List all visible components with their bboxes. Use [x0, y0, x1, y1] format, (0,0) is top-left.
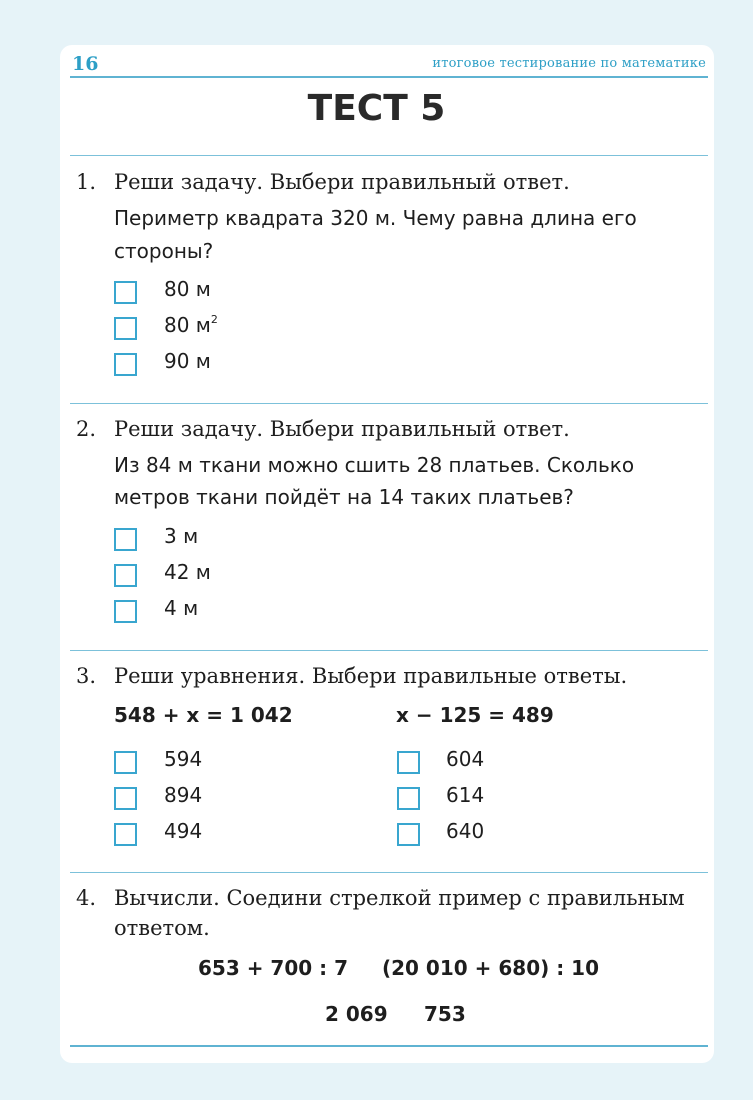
section-divider: [70, 650, 708, 651]
answer-option: 3 м: [164, 524, 199, 548]
answer-option: 494: [164, 819, 203, 843]
answer-checkbox[interactable]: [114, 600, 137, 623]
question-instruction: Реши задачу. Выбери правильный ответ.: [114, 417, 570, 441]
answer-checkbox[interactable]: [114, 787, 137, 810]
answer-checkbox[interactable]: [114, 317, 137, 340]
unit-superscript: 2: [210, 313, 218, 326]
answer-option: 80 м: [164, 277, 211, 301]
answer-option: 4 м: [164, 596, 199, 620]
answer-value[interactable]: 2 069: [325, 1002, 388, 1026]
section-divider: [70, 155, 708, 156]
question-instruction: ответом.: [114, 916, 210, 940]
question-number: 4.: [76, 886, 97, 910]
answer-checkbox[interactable]: [397, 823, 420, 846]
question-text-line: Периметр квадрата 320 м. Чему равна длина его: [114, 206, 637, 230]
expression[interactable]: (20 010 + 680) : 10: [382, 956, 600, 980]
answer-option: 614: [446, 783, 485, 807]
question-number: 1.: [76, 170, 97, 194]
answer-checkbox[interactable]: [114, 564, 137, 587]
equation-right: x − 125 = 489: [396, 703, 554, 727]
question-text-line: метров ткани пойдёт на 14 таких платьев?: [114, 485, 574, 509]
question-text-line: стороны?: [114, 239, 214, 263]
answer-option: 594: [164, 747, 203, 771]
equation-left: 548 + x = 1 042: [114, 703, 293, 727]
expression[interactable]: 653 + 700 : 7: [198, 956, 349, 980]
answer-checkbox[interactable]: [114, 281, 137, 304]
header-divider: [70, 76, 708, 78]
answer-checkbox[interactable]: [114, 353, 137, 376]
answer-option: 42 м: [164, 560, 211, 584]
question-instruction: Вычисли. Соедини стрелкой пример с правильным: [114, 886, 685, 910]
answer-option: 640: [446, 819, 485, 843]
answer-option: 90 м: [164, 349, 211, 373]
question-number: 3.: [76, 664, 97, 688]
answer-checkbox[interactable]: [397, 787, 420, 810]
answer-option: 894: [164, 783, 203, 807]
answer-option: [164, 313, 218, 337]
footer-divider: [70, 1045, 708, 1047]
section-divider: [70, 403, 708, 404]
answer-value: 80 м: [164, 313, 211, 337]
page-number: 16: [72, 53, 99, 75]
question-text-line: Из 84 м ткани можно сшить 28 платьев. Сколько: [114, 453, 635, 477]
answer-option: 604: [446, 747, 485, 771]
answer-checkbox[interactable]: [114, 528, 137, 551]
section-divider: [70, 872, 708, 873]
test-title: ТЕСТ 5: [307, 88, 446, 129]
answer-value[interactable]: 753: [424, 1002, 466, 1026]
question-number: 2.: [76, 417, 97, 441]
answer-checkbox[interactable]: [114, 823, 137, 846]
page-sheet: [60, 45, 714, 1063]
running-title: итоговое тестирование по математике: [432, 56, 706, 71]
answer-checkbox[interactable]: [114, 751, 137, 774]
question-instruction: Реши задачу. Выбери правильный ответ.: [114, 170, 570, 194]
question-instruction: Реши уравнения. Выбери правильные ответы.: [114, 664, 628, 688]
answer-checkbox[interactable]: [397, 751, 420, 774]
